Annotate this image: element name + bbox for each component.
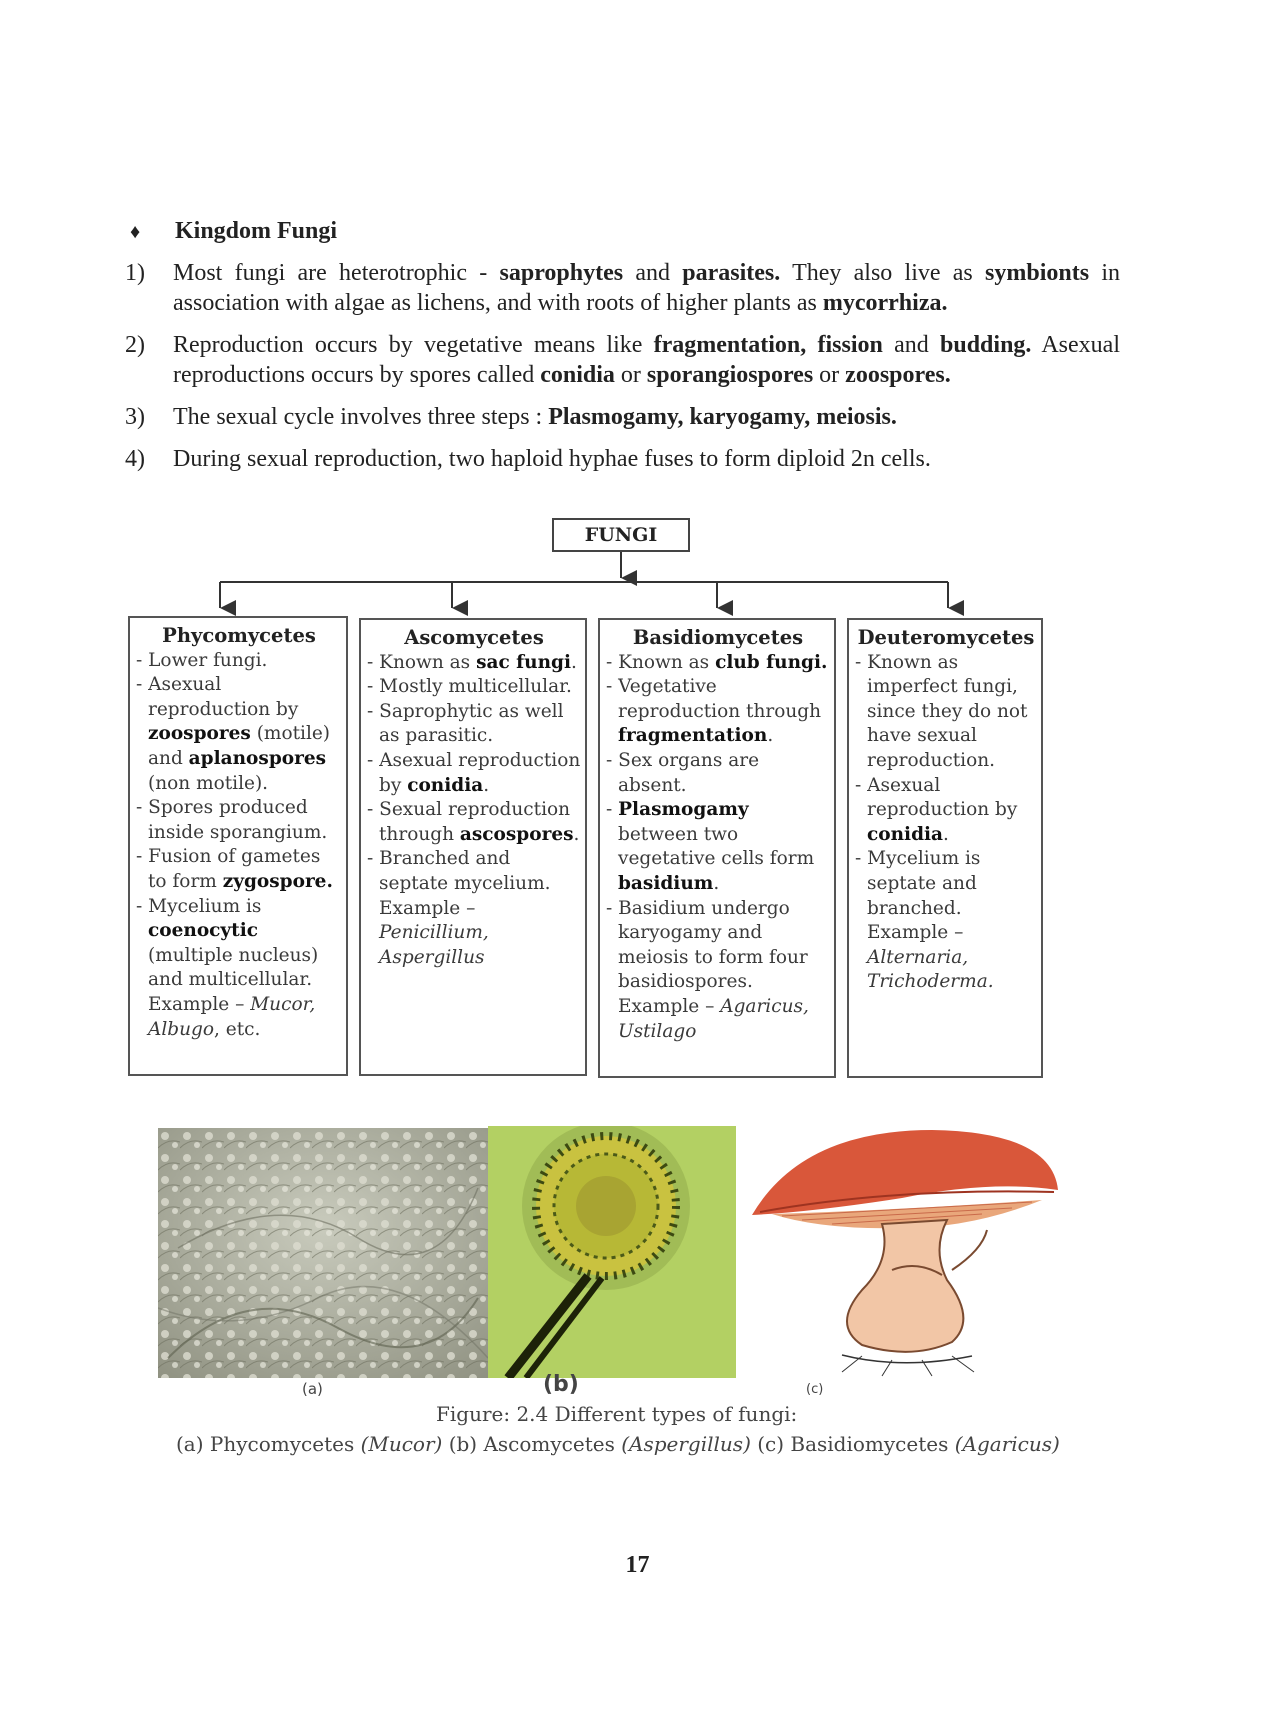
point-1-text: Most fungi are heterotrophic - saprophytes and parasites. They also live as symbionts in association with algae as lichens, and with roots of higher plants as mycorrhiza.: [173, 260, 1120, 316]
photo-agaricus: [742, 1120, 1062, 1378]
category-title: Basidiomycetes: [632, 626, 804, 649]
category-basidiomycetes: [598, 618, 836, 1078]
category-item: - Spores produced inside sporangium.: [136, 796, 342, 845]
category-item: - Asexual reproduction by conidia.: [367, 749, 581, 798]
category-item: - Lower fungi.: [136, 649, 342, 674]
figure-label-a: (a): [302, 1380, 323, 1398]
category-item: - Known as sac fungi.: [367, 651, 581, 676]
figure-caption-title: Figure: 2.4 Different types of fungi:: [436, 1402, 798, 1426]
category-item: - Mostly multicellular.: [367, 675, 581, 700]
page-number: 17: [625, 1552, 650, 1578]
category-item: - Basidium undergo karyogamy and meiosis to form four basidiospores. Example – Agaricus, Ustilago: [606, 897, 830, 1045]
point-4: 4) During sexual reproduction, two haploid hyphae fuses to form diploid 2n cells.: [125, 444, 1120, 474]
category-title: Deuteromycetes: [857, 626, 1035, 649]
category-item: - Sex organs are absent.: [606, 749, 830, 798]
point-4-text: During sexual reproduction, two haploid hyphae fuses to form diploid 2n cells.: [173, 446, 931, 472]
point-3-text: The sexual cycle involves three steps : Plasmogamy, karyogamy, meiosis.: [173, 404, 897, 430]
category-title: Phycomycetes: [162, 624, 316, 647]
category-item: - Asexual reproduction by zoospores (motile) and aplanospores (non motile).: [136, 673, 342, 796]
figure-label-c: (c): [806, 1382, 824, 1397]
category-item: - Asexual reproduction by conidia.: [855, 774, 1037, 848]
category-item: - Known as imperfect fungi, since they do not have sexual reproduction.: [855, 651, 1037, 774]
category-item: - Branched and septate mycelium. Example – Penicillium, Aspergillus: [367, 847, 581, 970]
heading-text: Kingdom Fungi: [175, 218, 338, 244]
section-heading: [130, 218, 337, 245]
point-1: 1) Most fungi are heterotrophic - saprophytes and parasites. They also live as symbionts in association with algae as lichens, and with roots of higher plants as mycorrhiza.: [125, 260, 1120, 316]
photo-mucor: [158, 1128, 488, 1378]
category-item: - Mycelium is septate and branched. Example – Alternaria, Trichoderma.: [855, 847, 1037, 995]
category-item: - Plasmogamy between two vegetative cells form basidium.: [606, 798, 830, 896]
figure-label-b: (b): [543, 1372, 579, 1397]
point-2: 2) Reproduction occurs by vegetative means like fragmentation, fission and budding. Asexual reproductions occurs by spores called conidia or sporangiospores or zoospores.: [125, 332, 1120, 388]
category-item: - Known as club fungi.: [606, 651, 830, 676]
category-item: - Fusion of gametes to form zygospore.: [136, 845, 342, 894]
category-deuteromycetes: [847, 618, 1043, 1078]
point-2-text: Reproduction occurs by vegetative means like fragmentation, fission and budding. Asexual reproductions occurs by spores called conidia or sporangiospores or zoospores.: [173, 332, 1120, 388]
photo-aspergillus: [488, 1126, 736, 1378]
figure-caption-detail: (a) Phycomycetes (Mucor) (b) Ascomycetes (Aspergillus) (c) Basidiomycetes (Agaricus): [176, 1432, 1060, 1456]
category-phycomycetes: [128, 616, 348, 1076]
category-item: - Mycelium is coenocytic (multiple nucleus) and multicellular. Example – Mucor, Albugo, etc.: [136, 895, 342, 1043]
category-title: Ascomycetes: [404, 626, 544, 649]
category-item: - Sexual reproduction through ascospores.: [367, 798, 581, 847]
fungi-root-box: FUNGI: [552, 518, 690, 552]
diamond-bullet-icon: ♦: [130, 221, 141, 243]
category-item: - Vegetative reproduction through fragmentation.: [606, 675, 830, 749]
category-ascomycetes: [359, 618, 587, 1076]
point-3: 3) The sexual cycle involves three steps : Plasmogamy, karyogamy, meiosis.: [125, 402, 1120, 432]
category-item: - Saprophytic as well as parasitic.: [367, 700, 581, 749]
